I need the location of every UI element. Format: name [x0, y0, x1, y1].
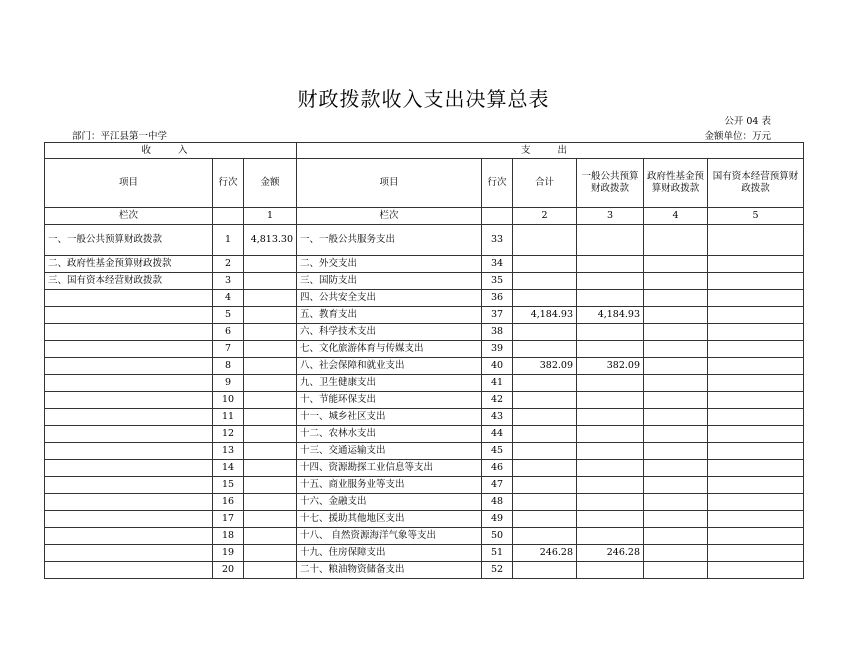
gov-fund-cell: [644, 528, 708, 545]
expense-item-cell: 十六、金融支出: [297, 494, 482, 511]
income-amount-cell: [244, 341, 297, 358]
general-budget-cell: 246.28: [577, 545, 644, 562]
general-budget-cell: 4,184.93: [577, 307, 644, 324]
expense-row-no-cell: 36: [482, 290, 513, 307]
expense-row-no-cell: 35: [482, 273, 513, 290]
col-index-blank: [482, 208, 513, 225]
expense-item-cell: 六、科学技术支出: [297, 324, 482, 341]
state-capital-cell: [708, 460, 804, 477]
expense-item-cell: 十二、农林水支出: [297, 426, 482, 443]
total-cell: [513, 273, 577, 290]
table-row: [45, 324, 804, 341]
expense-item-cell: 十四、资源勘探工业信息等支出: [297, 460, 482, 477]
expense-item-cell: 十五、商业服务业等支出: [297, 477, 482, 494]
col-header-amount: 金额: [244, 159, 297, 208]
column-index-row: [45, 208, 804, 225]
income-row-no-cell: 14: [213, 460, 244, 477]
gov-fund-cell: [644, 256, 708, 273]
state-capital-cell: [708, 225, 804, 256]
general-budget-cell: [577, 426, 644, 443]
total-cell: [513, 375, 577, 392]
income-amount-cell: [244, 460, 297, 477]
table-row: [45, 545, 804, 562]
income-item-cell: [45, 545, 213, 562]
income-amount-cell: [244, 307, 297, 324]
total-cell: 4,184.93: [513, 307, 577, 324]
income-amount-cell: [244, 494, 297, 511]
income-row-no-cell: 3: [213, 273, 244, 290]
general-budget-cell: [577, 273, 644, 290]
gov-fund-cell: [644, 477, 708, 494]
income-amount-cell: [244, 256, 297, 273]
income-item-cell: [45, 307, 213, 324]
general-budget-cell: [577, 375, 644, 392]
state-capital-cell: [708, 358, 804, 375]
general-budget-cell: [577, 494, 644, 511]
col-index-state-capital: 5: [708, 208, 804, 225]
expense-item-cell: 十、节能环保支出: [297, 392, 482, 409]
income-item-cell: [45, 460, 213, 477]
expense-row-no-cell: 51: [482, 545, 513, 562]
expense-row-no-cell: 38: [482, 324, 513, 341]
general-budget-cell: 382.09: [577, 358, 644, 375]
form-number: 公开 04 表: [724, 116, 771, 127]
gov-fund-cell: [644, 273, 708, 290]
total-cell: 382.09: [513, 358, 577, 375]
expense-row-no-cell: 40: [482, 358, 513, 375]
expense-item-cell: 十三、交通运输支出: [297, 443, 482, 460]
general-budget-cell: [577, 460, 644, 477]
gov-fund-cell: [644, 409, 708, 426]
expense-item-cell: 十九、住房保障支出: [297, 545, 482, 562]
income-item-cell: [45, 375, 213, 392]
expense-row-no-cell: 45: [482, 443, 513, 460]
expense-item-cell: 十八、 自然资源海洋气象等支出: [297, 528, 482, 545]
income-row-no-cell: 8: [213, 358, 244, 375]
expense-row-no-cell: 43: [482, 409, 513, 426]
total-cell: [513, 477, 577, 494]
income-group-header: 收 入: [45, 143, 297, 159]
state-capital-cell: [708, 545, 804, 562]
expense-item-cell: 三、国防支出: [297, 273, 482, 290]
gov-fund-cell: [644, 460, 708, 477]
gov-fund-cell: [644, 494, 708, 511]
gov-fund-cell: [644, 341, 708, 358]
income-row-no-cell: 2: [213, 256, 244, 273]
table-row: [45, 273, 804, 290]
state-capital-cell: [708, 477, 804, 494]
income-item-cell: 二、政府性基金预算财政拨款: [45, 256, 213, 273]
general-budget-cell: [577, 256, 644, 273]
income-amount-cell: [244, 528, 297, 545]
income-item-cell: [45, 392, 213, 409]
income-amount-cell: [244, 545, 297, 562]
total-cell: [513, 494, 577, 511]
total-cell: [513, 443, 577, 460]
total-cell: 246.28: [513, 545, 577, 562]
income-row-no-cell: 17: [213, 511, 244, 528]
total-cell: [513, 426, 577, 443]
income-item-cell: [45, 426, 213, 443]
state-capital-cell: [708, 290, 804, 307]
general-budget-cell: [577, 443, 644, 460]
income-item-cell: 一、一般公共预算财政拨款: [45, 225, 213, 256]
col-index-general-budget: 3: [577, 208, 644, 225]
amount-unit-label: 金额单位：万元: [704, 131, 771, 142]
state-capital-cell: [708, 324, 804, 341]
income-row-no-cell: 4: [213, 290, 244, 307]
col-index-expense-label: 栏次: [297, 208, 482, 225]
income-item-cell: [45, 511, 213, 528]
state-capital-cell: [708, 494, 804, 511]
income-amount-cell: [244, 273, 297, 290]
general-budget-cell: [577, 392, 644, 409]
gov-fund-cell: [644, 426, 708, 443]
gov-fund-cell: [644, 443, 708, 460]
income-amount-cell: [244, 562, 297, 579]
expense-item-cell: 九、卫生健康支出: [297, 375, 482, 392]
income-row-no-cell: 9: [213, 375, 244, 392]
table-row: [45, 443, 804, 460]
expense-row-no-cell: 37: [482, 307, 513, 324]
income-item-cell: [45, 409, 213, 426]
expense-group-header: 支 出: [297, 143, 804, 159]
income-item-cell: [45, 358, 213, 375]
table-row: [45, 511, 804, 528]
gov-fund-cell: [644, 225, 708, 256]
state-capital-cell: [708, 273, 804, 290]
table-row: [45, 562, 804, 579]
expense-item-cell: 二十、粮油物资储备支出: [297, 562, 482, 579]
income-row-no-cell: 18: [213, 528, 244, 545]
state-capital-cell: [708, 409, 804, 426]
expense-row-no-cell: 42: [482, 392, 513, 409]
gov-fund-cell: [644, 307, 708, 324]
table-row: [45, 409, 804, 426]
state-capital-cell: [708, 341, 804, 358]
general-budget-cell: [577, 225, 644, 256]
income-row-no-cell: 19: [213, 545, 244, 562]
total-cell: [513, 225, 577, 256]
col-index-blank: [213, 208, 244, 225]
general-budget-cell: [577, 528, 644, 545]
table-row: [45, 460, 804, 477]
income-amount-cell: [244, 392, 297, 409]
total-cell: [513, 460, 577, 477]
total-cell: [513, 528, 577, 545]
expense-item-cell: 二、外交支出: [297, 256, 482, 273]
general-budget-cell: [577, 324, 644, 341]
income-item-cell: [45, 494, 213, 511]
col-header-total: 合计: [513, 159, 577, 208]
col-header-income-row-no: 行次: [213, 159, 244, 208]
expense-row-no-cell: 52: [482, 562, 513, 579]
state-capital-cell: [708, 443, 804, 460]
expense-row-no-cell: 50: [482, 528, 513, 545]
income-row-no-cell: 15: [213, 477, 244, 494]
income-row-no-cell: 13: [213, 443, 244, 460]
table-row: [45, 256, 804, 273]
table-row: [45, 528, 804, 545]
expense-item-cell: 十七、援助其他地区支出: [297, 511, 482, 528]
general-budget-cell: [577, 511, 644, 528]
gov-fund-cell: [644, 511, 708, 528]
col-header-gov-fund: 政府性基金预算财政拨款: [644, 159, 708, 208]
income-row-no-cell: 16: [213, 494, 244, 511]
expense-row-no-cell: 49: [482, 511, 513, 528]
table-row: [45, 392, 804, 409]
income-amount-cell: [244, 375, 297, 392]
table-row: [45, 290, 804, 307]
income-amount-cell: 4,813.30: [244, 225, 297, 256]
state-capital-cell: [708, 511, 804, 528]
income-item-cell: 三、国有资本经营财政拨款: [45, 273, 213, 290]
group-header-row: [45, 143, 804, 159]
expense-row-no-cell: 33: [482, 225, 513, 256]
income-amount-cell: [244, 358, 297, 375]
table-row: [45, 341, 804, 358]
income-amount-cell: [244, 290, 297, 307]
col-header-income-item: 项目: [45, 159, 213, 208]
income-row-no-cell: 20: [213, 562, 244, 579]
total-cell: [513, 511, 577, 528]
total-cell: [513, 392, 577, 409]
table-row: [45, 307, 804, 324]
expense-row-no-cell: 41: [482, 375, 513, 392]
state-capital-cell: [708, 562, 804, 579]
general-budget-cell: [577, 409, 644, 426]
general-budget-cell: [577, 562, 644, 579]
state-capital-cell: [708, 528, 804, 545]
table-row: [45, 426, 804, 443]
income-item-cell: [45, 324, 213, 341]
income-item-cell: [45, 290, 213, 307]
state-capital-cell: [708, 307, 804, 324]
col-index-amount: 1: [244, 208, 297, 225]
gov-fund-cell: [644, 324, 708, 341]
expense-item-cell: 八、社会保障和就业支出: [297, 358, 482, 375]
general-budget-cell: [577, 477, 644, 494]
fiscal-appropriation-table: [44, 142, 804, 579]
total-cell: [513, 409, 577, 426]
col-index-total: 2: [513, 208, 577, 225]
expense-row-no-cell: 39: [482, 341, 513, 358]
table-row: [45, 225, 804, 256]
state-capital-cell: [708, 392, 804, 409]
income-row-no-cell: 6: [213, 324, 244, 341]
expense-row-no-cell: 48: [482, 494, 513, 511]
income-amount-cell: [244, 426, 297, 443]
income-amount-cell: [244, 409, 297, 426]
total-cell: [513, 290, 577, 307]
expense-item-cell: 五、教育支出: [297, 307, 482, 324]
expense-item-cell: 一、一般公共服务支出: [297, 225, 482, 256]
income-row-no-cell: 10: [213, 392, 244, 409]
table-row: [45, 494, 804, 511]
col-header-state-capital: 国有资本经营预算财政拨款: [708, 159, 804, 208]
total-cell: [513, 341, 577, 358]
income-item-cell: [45, 477, 213, 494]
income-item-cell: [45, 562, 213, 579]
income-amount-cell: [244, 324, 297, 341]
expense-row-no-cell: 44: [482, 426, 513, 443]
col-index-label: 栏次: [45, 208, 213, 225]
income-amount-cell: [244, 511, 297, 528]
expense-row-no-cell: 34: [482, 256, 513, 273]
income-row-no-cell: 12: [213, 426, 244, 443]
total-cell: [513, 256, 577, 273]
gov-fund-cell: [644, 392, 708, 409]
expense-item-cell: 四、公共安全支出: [297, 290, 482, 307]
table-row: [45, 358, 804, 375]
income-row-no-cell: 1: [213, 225, 244, 256]
income-row-no-cell: 5: [213, 307, 244, 324]
general-budget-cell: [577, 341, 644, 358]
total-cell: [513, 324, 577, 341]
state-capital-cell: [708, 426, 804, 443]
income-amount-cell: [244, 477, 297, 494]
col-index-gov-fund: 4: [644, 208, 708, 225]
table-row: [45, 375, 804, 392]
expense-item-cell: 七、文化旅游体育与传媒支出: [297, 341, 482, 358]
expense-row-no-cell: 47: [482, 477, 513, 494]
expense-item-cell: 十一、城乡社区支出: [297, 409, 482, 426]
income-item-cell: [45, 528, 213, 545]
gov-fund-cell: [644, 545, 708, 562]
expense-row-no-cell: 46: [482, 460, 513, 477]
income-item-cell: [45, 443, 213, 460]
state-capital-cell: [708, 256, 804, 273]
total-cell: [513, 562, 577, 579]
column-header-row: [45, 159, 804, 208]
department-label: 部门：平江县第一中学: [72, 131, 168, 142]
col-header-expense-row-no: 行次: [482, 159, 513, 208]
income-row-no-cell: 11: [213, 409, 244, 426]
income-row-no-cell: 7: [213, 341, 244, 358]
col-header-expense-item: 项目: [297, 159, 482, 208]
income-amount-cell: [244, 443, 297, 460]
state-capital-cell: [708, 375, 804, 392]
income-item-cell: [45, 341, 213, 358]
gov-fund-cell: [644, 290, 708, 307]
col-header-general-budget: 一般公共预算财政拨款: [577, 159, 644, 208]
general-budget-cell: [577, 290, 644, 307]
gov-fund-cell: [644, 358, 708, 375]
gov-fund-cell: [644, 562, 708, 579]
table-row: [45, 477, 804, 494]
page-title: 财政拨款收入支出决算总表: [297, 87, 550, 111]
gov-fund-cell: [644, 375, 708, 392]
